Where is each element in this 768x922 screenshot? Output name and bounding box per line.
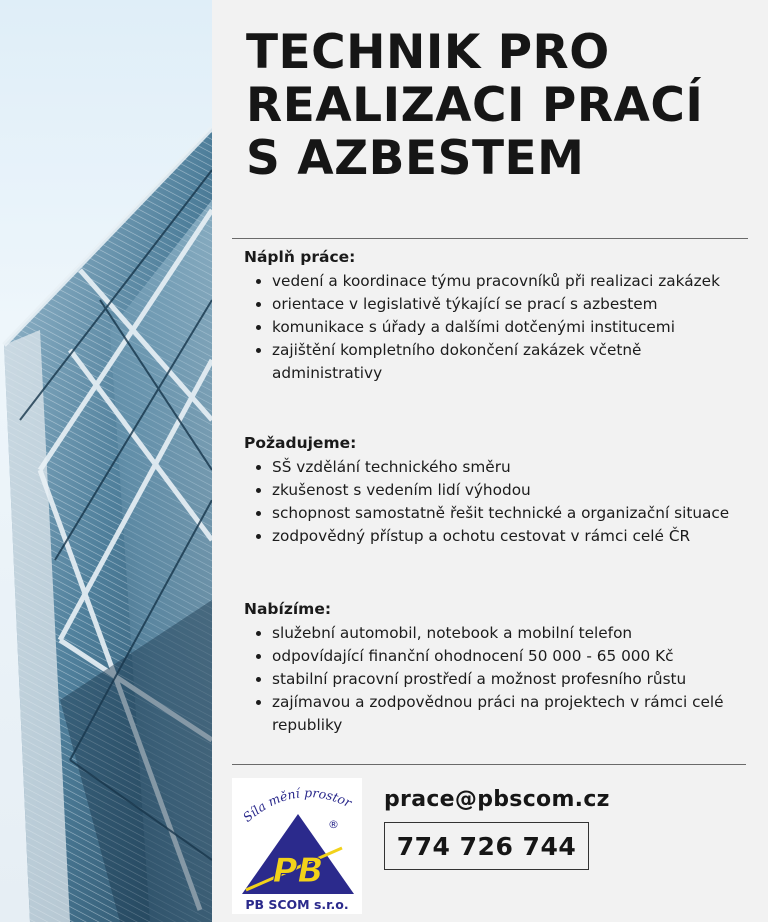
list-item: SŠ vzdělání technického směru	[244, 456, 744, 479]
job-title-line: REALIZACI PRACÍ	[246, 78, 704, 133]
logo-company-name: PB SCOM s.r.o.	[245, 897, 349, 912]
list-item: zajištění kompletního dokončení zakázek včetně administrativy	[244, 339, 744, 385]
divider	[232, 238, 748, 239]
section-offer	[244, 598, 744, 737]
list-item: stabilní pracovní prostředí a možnost profesního růstu	[244, 668, 744, 691]
list-item: zodpovědný přístup a ochotu cestovat v rámci celé ČR	[244, 525, 744, 548]
section-heading: Požadujeme:	[244, 434, 357, 452]
job-title-line: S AZBESTEM	[246, 131, 585, 186]
contact-phone[interactable]	[384, 822, 589, 870]
list-item: komunikace s úřady a dalšími dotčenými institucemi	[244, 316, 744, 339]
list-item: odpovídající finanční ohodnocení 50 000 - 65 000 Kč	[244, 645, 744, 668]
section-heading: Nabízíme:	[244, 600, 332, 618]
list-item: zkušenost s vedením lidí výhodou	[244, 479, 744, 502]
building-photo	[0, 0, 212, 922]
content-panel	[212, 0, 768, 922]
list-item: schopnost samostatně řešit technické a organizační situace	[244, 502, 744, 525]
list-item: zajímavou a zodpovědnou práci na projektech v rámci celé republiky	[244, 691, 744, 737]
list-item: služební automobil, notebook a mobilní telefon	[244, 622, 744, 645]
phone-number: 774 726 744	[396, 831, 577, 861]
company-logo-graphic	[232, 778, 362, 914]
contact-email[interactable]: prace@pbscom.cz	[384, 787, 610, 812]
job-title-line: TECHNIK PRO	[246, 25, 610, 80]
section-job-description	[244, 246, 744, 385]
section-requirements	[244, 432, 744, 548]
logo-slogan: Síla mění prostor	[239, 785, 354, 825]
registered-mark: ®	[328, 818, 339, 831]
section-heading: Náplň práce:	[244, 248, 356, 266]
logo-mark: PB	[272, 851, 324, 891]
divider	[232, 764, 746, 765]
company-logo	[232, 778, 362, 914]
list-item: vedení a koordinace týmu pracovníků při realizaci zakázek	[244, 270, 744, 293]
job-title	[246, 26, 766, 185]
list-item: orientace v legislativě týkající se prací s azbestem	[244, 293, 744, 316]
